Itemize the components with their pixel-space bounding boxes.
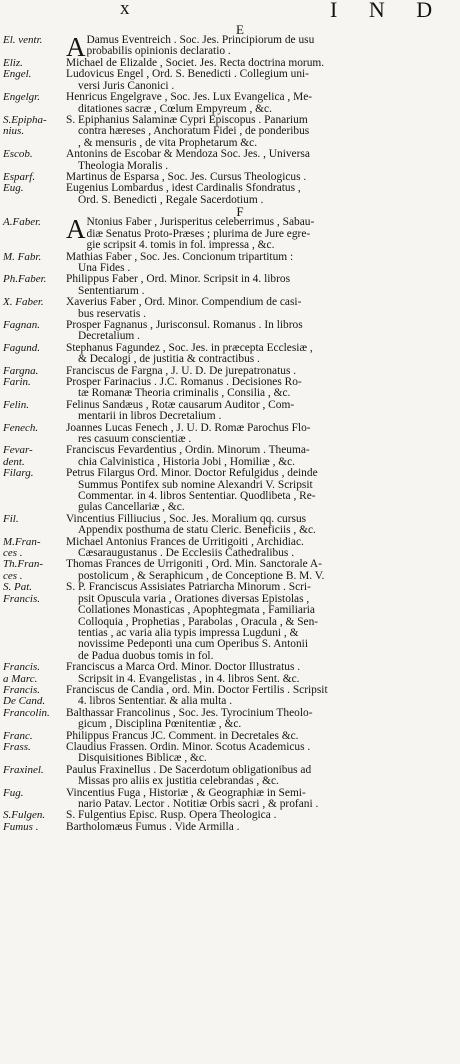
abbreviation-line: Escob. — [3, 149, 33, 161]
entry-line: Vincentius Filliucius , Soc. Jes. Moralium qq. cursus — [66, 513, 307, 525]
entry-abbreviation — [0, 445, 66, 468]
entry-line: tæ Romanæ Theoria criminalis , Consilia , &c. — [78, 388, 291, 400]
entry-line: Ord. S. Benedicti , Regale Sacerdotium . — [78, 194, 264, 206]
entry-text — [66, 172, 460, 183]
entry-line: Decretalium . — [78, 331, 140, 343]
entry-abbreviation — [0, 252, 66, 263]
abbreviation-line: De Cand. — [3, 695, 46, 708]
entry-abbreviation — [0, 343, 66, 354]
index-body — [0, 24, 460, 833]
entry-line: diæ Senatus Proto-Præses ; plurima de Jure egre- — [86, 228, 311, 240]
entry-text — [66, 742, 460, 765]
entry-abbreviation — [0, 377, 66, 388]
entry-line: Cæsaraugustanus . De Ecclesiis Cathedralibus . — [78, 548, 295, 560]
index-entry — [0, 217, 460, 251]
entry-line: Collationes Monasticas , Apophtegmata , Familiaria — [78, 605, 315, 617]
abbreviation-line: S.Epipha- — [3, 115, 47, 127]
abbreviation-line: A.Faber. — [3, 217, 41, 229]
index-entry — [0, 320, 460, 343]
entry-abbreviation — [0, 468, 66, 479]
entry-line: Sententiarum . — [78, 285, 145, 297]
entry-line: ditationes sacræ , Cœlum Empyreum , &c. — [78, 103, 272, 115]
abbreviation-line: Francis. — [3, 684, 40, 696]
entry-line: postolicum , & Seraphicum , de Conceptione B. M. V. — [78, 570, 325, 582]
abbreviation-line: ces . — [3, 547, 23, 560]
index-entry — [0, 297, 460, 320]
entry-line: Michael de Elizalde , Societ. Jes. Recta doctrina morum. — [66, 58, 325, 69]
entry-line: res casuum conscientiæ . — [78, 434, 192, 445]
entry-abbreviation — [0, 582, 66, 605]
entry-abbreviation — [0, 685, 66, 708]
abbreviation-line: S.Fulgen. — [3, 810, 46, 822]
entry-text — [66, 217, 460, 251]
page-header — [0, 0, 460, 22]
index-entry — [0, 559, 460, 582]
abbreviation-line: Fagund. — [3, 342, 40, 354]
entry-line: novissime Pedeponti una cum Operibus S. Antonii — [78, 639, 309, 651]
entry-line: Franciscus de Fargna , J. U. D. De jurepatronatus . — [66, 365, 297, 377]
entry-line: mentarii in libros Decretalium . — [78, 411, 222, 423]
entry-line: Michael Antonius Frances de Urritigoiti , Archidiac. — [66, 536, 304, 548]
entry-line: Prosper Fagnanus , Jurisconsul. Romanus . In libros — [66, 319, 303, 331]
drop-cap: A — [66, 217, 86, 245]
entry-text — [66, 468, 460, 514]
entry-line: psit Opuscula varia , Orationes diversas Epistolas , — [78, 593, 310, 605]
index-entry — [0, 35, 460, 58]
index-entry — [0, 788, 460, 811]
abbreviation-line: Engel. — [3, 69, 32, 81]
entry-abbreviation — [0, 274, 66, 285]
entry-abbreviation — [0, 742, 66, 753]
entry-abbreviation — [0, 297, 66, 308]
entry-text — [66, 320, 460, 343]
entry-abbreviation — [0, 149, 66, 160]
index-entry — [0, 514, 460, 537]
index-entry — [0, 685, 460, 708]
entry-line: gulas Cancellariæ , &c. — [78, 502, 185, 514]
entry-abbreviation — [0, 35, 66, 46]
entry-text — [66, 423, 460, 446]
entry-line: gie scripsit 4. tomis in fol. impressa , &c. — [86, 240, 275, 252]
index-entry — [0, 366, 460, 377]
entry-abbreviation — [0, 92, 66, 103]
abbreviation-line: S. Pat. — [3, 582, 33, 594]
abbreviation-line: M.Fran- — [3, 536, 41, 548]
entry-line: Stephanus Fagundez , Soc. Jes. in præcepta Ecclesiæ , — [66, 342, 313, 354]
entry-line: Vincentius Fuga , Historiæ , & Geographiæ in Semi- — [66, 787, 306, 799]
index-entry — [0, 183, 460, 206]
entry-line: Bartholomæus Fumus . Vide Armilla . — [66, 821, 240, 833]
entry-abbreviation — [0, 788, 66, 799]
entry-line: Joannes Lucas Fenech , J. U. D. Romæ Parochus Flo- — [66, 422, 311, 434]
entry-text — [66, 708, 460, 731]
index-entry — [0, 92, 460, 115]
entry-line: Henricus Engelgrave , Soc. Jes. Lux Evangelica , Me- — [66, 92, 313, 104]
entry-line: Balthassar Francolinus , Soc. Jes. Tyrocinium Theolo- — [66, 707, 313, 719]
abbreviation-line: Francis. — [3, 662, 40, 674]
abbreviation-line: Fil. — [3, 513, 19, 525]
entry-abbreviation — [0, 822, 66, 833]
entry-abbreviation — [0, 423, 66, 434]
entry-text — [66, 788, 460, 811]
entry-text — [66, 58, 460, 69]
entry-line: Una Fides . — [78, 262, 131, 274]
drop-cap: A — [66, 35, 86, 58]
entry-line: Philippus Faber , Ord. Minor. Scripsit in 4. libros — [66, 274, 291, 286]
entry-abbreviation — [0, 69, 66, 80]
entry-abbreviation — [0, 172, 66, 183]
entry-line: Summus Pontifex sub nomine Alexandri V. Scripsit — [78, 479, 313, 491]
entry-line: Colloquia , Prophetias , Parabolas , Oracula , & Sen- — [78, 616, 319, 628]
entry-line: 4. libros Sententiar. & alia multa . — [78, 696, 233, 708]
index-entry — [0, 343, 460, 366]
abbreviation-line: Fargna. — [3, 365, 39, 377]
entry-abbreviation — [0, 662, 66, 685]
abbreviation-line: M. Fabr. — [3, 251, 42, 263]
entry-abbreviation — [0, 731, 66, 742]
index-entry — [0, 400, 460, 423]
entry-text — [66, 252, 460, 275]
entry-line: Ludovicus Engel , Ord. S. Benedicti . Collegium uni- — [66, 69, 309, 81]
section-letter: F — [236, 204, 244, 220]
entry-line: Antonins de Escobar & Mendoza Soc. Jes. , Universa — [66, 149, 310, 161]
abbreviation-line: Franc. — [3, 730, 33, 742]
abbreviation-line: Fenech. — [3, 422, 39, 434]
index-entry — [0, 423, 460, 446]
abbreviation-line: nius. — [3, 125, 25, 138]
index-entry — [0, 708, 460, 731]
entry-line: Paulus Fraxinellus . De Sacerdotum obligationibus ad — [66, 764, 312, 776]
entry-text — [66, 377, 460, 400]
entry-text — [66, 149, 460, 172]
entry-text — [66, 514, 460, 537]
index-entry — [0, 58, 460, 69]
index-entry — [0, 172, 460, 183]
entry-abbreviation — [0, 537, 66, 560]
abbreviation-line: Francolin. — [3, 707, 50, 719]
abbreviation-line: Fug. — [3, 787, 24, 799]
index-entry — [0, 765, 460, 788]
abbreviation-line: Fumus . — [3, 821, 39, 833]
entry-abbreviation — [0, 559, 66, 582]
abbreviation-line: Fevar- — [3, 445, 33, 457]
abbreviation-line: Ph.Faber. — [3, 274, 47, 286]
entry-text — [66, 445, 460, 468]
entry-abbreviation — [0, 366, 66, 377]
index-entry — [0, 149, 460, 172]
entry-text — [66, 537, 460, 560]
entry-abbreviation — [0, 810, 66, 821]
entry-line: Eugenius Lombardus , idest Cardinalis Sfondratus , — [66, 183, 301, 195]
entry-line: Disquisitiones Biblicæ , &c. — [78, 753, 207, 765]
entry-line: Scripsit in 4. Evangelistas , in 4. libros Sent. &c. — [78, 673, 300, 685]
abbreviation-line: Felin. — [3, 399, 29, 411]
abbreviation-line: Th.Fran- — [3, 559, 44, 571]
entry-line: Claudius Frassen. Ordin. Minor. Scotus Academicus . — [66, 741, 311, 753]
entry-abbreviation — [0, 765, 66, 776]
entry-text — [66, 765, 460, 788]
abbreviation-line: X. Faber. — [3, 297, 44, 309]
index-entry — [0, 252, 460, 275]
entry-line: bus reservatis . — [78, 308, 147, 320]
entry-line: Felinus Sandæus , Rotæ causarum Auditor , Com- — [66, 399, 295, 411]
index-entry — [0, 810, 460, 821]
entry-text — [66, 810, 460, 821]
entry-abbreviation — [0, 400, 66, 411]
entry-line: Franciscus de Candia , ord. Min. Doctor Fertilis . Scripsit — [66, 684, 328, 696]
index-entry — [0, 115, 460, 149]
entry-line: Commentar. in 4. libros Sententiar. Quodlibeta , Re- — [78, 491, 316, 503]
abbreviation-line: Eliz. — [3, 58, 23, 69]
entry-abbreviation — [0, 183, 66, 194]
entry-line: Missas pro aliis ex justitia celebrandas , &c. — [78, 776, 279, 788]
index-entry — [0, 582, 460, 662]
entry-line: Petrus Filargus Ord. Minor. Doctor Refulgidus , deinde — [66, 468, 318, 480]
entry-abbreviation — [0, 320, 66, 331]
entry-line: Franciscus a Marca Ord. Minor. Doctor Illustratus . — [66, 662, 301, 674]
entry-line: Theologia Moralis . — [78, 160, 169, 172]
entry-line: Appendix posthuma de statu Cleric. Beneficiis , &c. — [78, 525, 316, 537]
index-entry — [0, 731, 460, 742]
entry-line: probabilis opinionis declaratio . — [86, 46, 231, 58]
entry-text — [66, 115, 460, 149]
index-entry — [0, 537, 460, 560]
abbreviation-line: El. ventr. — [3, 35, 43, 46]
entry-text — [66, 662, 460, 685]
entry-text — [66, 183, 460, 206]
index-entry — [0, 468, 460, 514]
entry-line: chia Calvinistica , Historia Jobi , Homiliæ , &c. — [78, 456, 296, 468]
abbreviation-line: ces . — [3, 569, 23, 582]
entry-text — [66, 343, 460, 366]
abbreviation-line: Engelgr. — [3, 92, 40, 104]
entry-abbreviation — [0, 708, 66, 719]
entry-line: Prosper Farinacius . J.C. Romanus . Decisiones Ro- — [66, 376, 302, 388]
entry-abbreviation — [0, 58, 66, 69]
entry-line: versi Juris Canonici . — [78, 80, 175, 92]
running-title: I N D — [330, 0, 446, 22]
entry-line: Ntonius Faber , Jurisperitus celeberrimus , Sabau- — [86, 217, 315, 229]
page-number: x — [120, 0, 131, 19]
abbreviation-line: a Marc. — [3, 672, 38, 685]
index-entry — [0, 377, 460, 400]
abbreviation-line: Frass. — [3, 741, 31, 753]
entry-text — [66, 822, 460, 833]
entry-text — [66, 731, 460, 742]
section-letter: E — [236, 22, 244, 37]
entry-line: , & mensuris , de vita Prophetarum &c. — [78, 137, 258, 149]
entry-line: S. P. Franciscus Assisiates Patriarcha Minorum . Scri- — [66, 582, 311, 594]
entry-text — [66, 69, 460, 92]
entry-line: S. Epiphanius Salaminæ Cypri Episcopus . Panarium — [66, 115, 308, 127]
entry-line: & Decalogi , de justitia & contractibus . — [78, 354, 260, 366]
entry-text — [66, 35, 460, 58]
index-entry — [0, 274, 460, 297]
index-entry — [0, 445, 460, 468]
entry-text — [66, 92, 460, 115]
entry-text — [66, 274, 460, 297]
entry-text — [66, 366, 460, 377]
entry-line: Thomas Frances de Urrigoniti , Ord. Min. Sanctorale A- — [66, 559, 322, 571]
entry-line: S. Fulgentius Episc. Rusp. Opera Theologica . — [66, 810, 277, 822]
abbreviation-line: Esparf. — [3, 172, 36, 184]
entry-abbreviation — [0, 514, 66, 525]
abbreviation-line: Filarg. — [3, 468, 34, 480]
abbreviation-line: Francis. — [3, 592, 40, 605]
abbreviation-line: dent. — [3, 455, 25, 468]
abbreviation-line: Fagnan. — [3, 319, 40, 331]
abbreviation-line: Fraxinel. — [3, 764, 44, 776]
entry-text — [66, 582, 460, 662]
entry-line: Philippus Francus JC. Comment. in Decretales &c. — [66, 730, 299, 742]
index-entry — [0, 822, 460, 833]
entry-line: nario Patav. Lector . Notitiæ Orbis sacri , & profani . — [78, 799, 319, 810]
entry-abbreviation — [0, 217, 66, 228]
entry-line: Damus Eventreich . Soc. Jes. Principiorum de usu — [86, 35, 315, 46]
entry-line: contra hæreses , Anchoratum Fidei , de ponderibus — [78, 126, 310, 138]
entry-text — [66, 685, 460, 708]
entry-line: de Padua duobus tomis in fol. — [78, 650, 214, 662]
entry-text — [66, 400, 460, 423]
entry-line: Franciscus Fevardentius , Ordin. Minorum . Theuma- — [66, 445, 310, 457]
index-entry — [0, 69, 460, 92]
entry-line: Mathias Faber , Soc. Jes. Concionum tripartitum : — [66, 251, 294, 263]
entry-line: Martinus de Esparsa , Soc. Jes. Cursus Theologicus . — [66, 172, 307, 184]
entry-abbreviation — [0, 115, 66, 138]
index-entry — [0, 742, 460, 765]
entry-text — [66, 559, 460, 582]
entry-line: Xaverius Faber , Ord. Minor. Compendium de casi- — [66, 297, 302, 309]
abbreviation-line: Farin. — [3, 376, 31, 388]
index-entry — [0, 662, 460, 685]
abbreviation-line: Eug. — [3, 183, 24, 195]
entry-line: tentias , ac varia alia typis impressa Lugduni , & — [78, 627, 299, 639]
entry-text — [66, 297, 460, 320]
entry-line: gicum , Disciplina Pœnitentiæ , &c. — [78, 719, 242, 731]
